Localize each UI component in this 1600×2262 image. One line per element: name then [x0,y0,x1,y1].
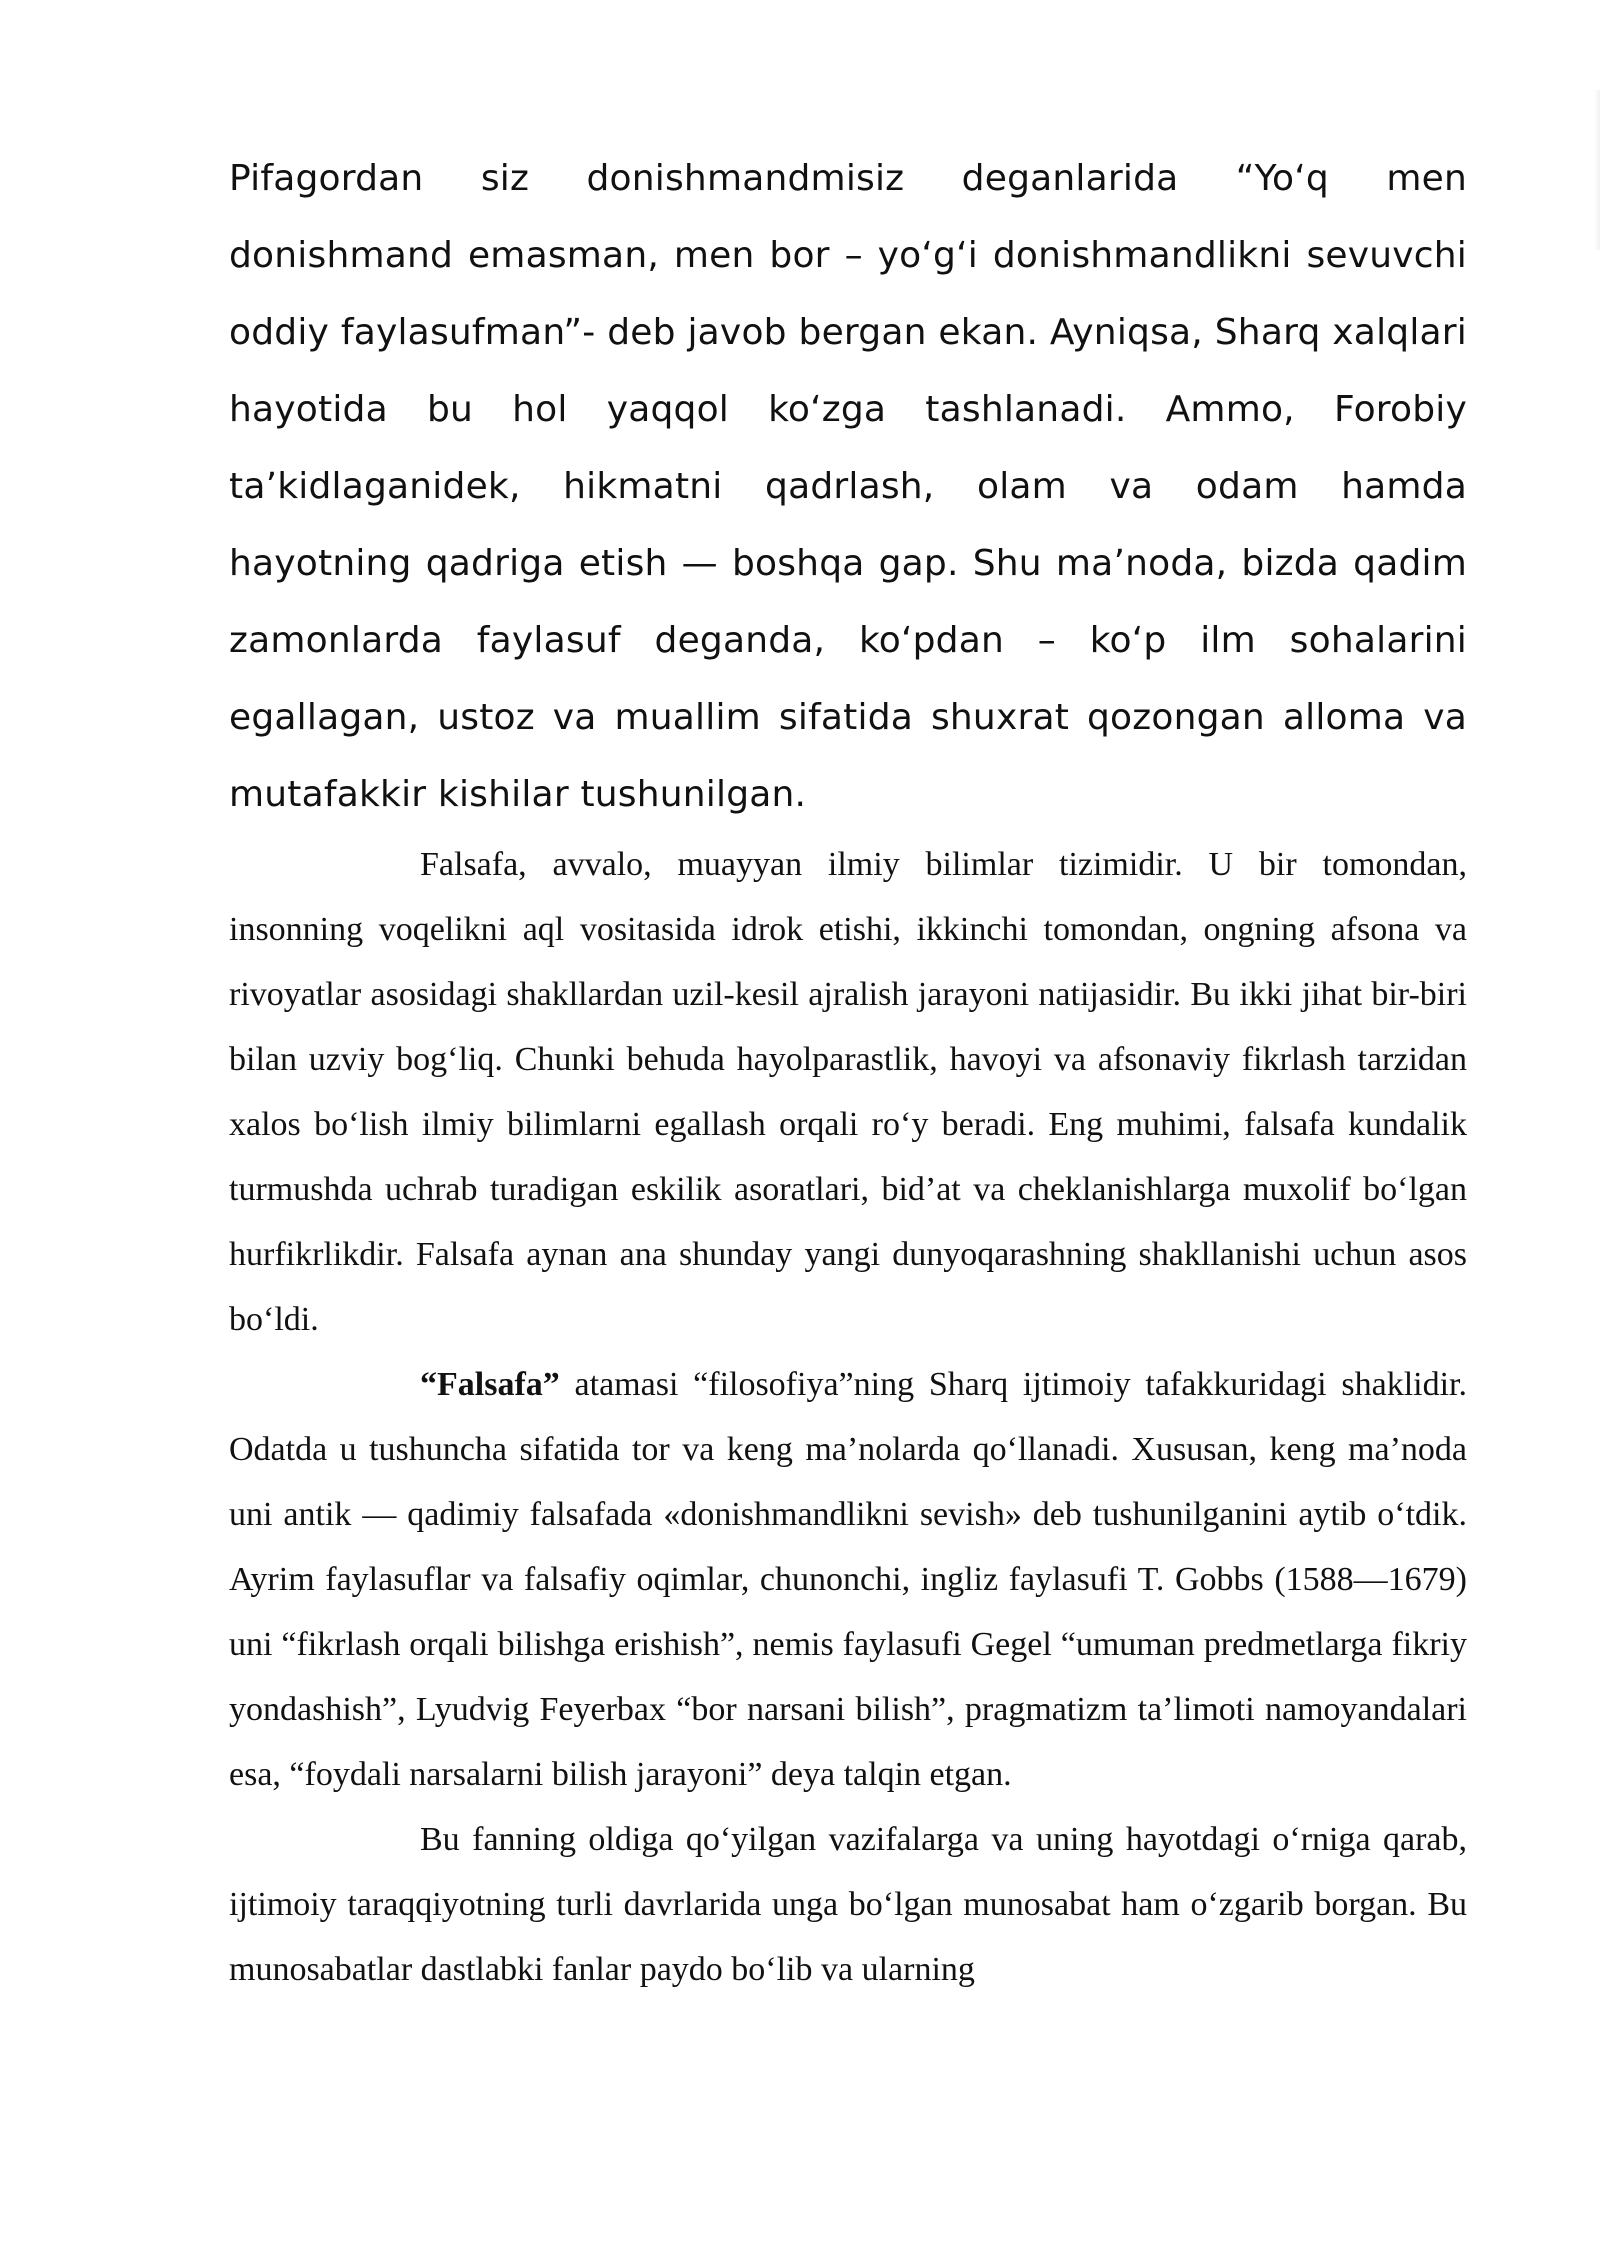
paragraph-attitude-change: Bu fanning oldiga qo‘yilgan vazifalarga va uning hayotdagi o‘rniga qarab, ijtimoiy taraqqiyotning turli davrlarida unga bo‘lgan munosabat ham o‘zgarib borgan. Bu munosabatlar dastlabki fanlar paydo bo‘lib va ularning [229,1821,1467,1988]
intro-paragraph: Pifagordan siz donishmandmisiz deganlarida “Yo‘q men donishmand emasman, men bor – yo‘g‘i donishmandlikni sevuvchi oddiy faylasufman”- deb javob bergan ekan. Ayniqsa, Sharq xalqlari hayotida bu hol yaqqol ko‘zga tashlanadi. Ammo, Forobiy ta’kidlaganidek, hikmatni qadrlash, olam va odam hamda hayotning qadriga etish — boshqa gap. Shu ma’noda, bizda qadim zamonlarda faylasuf deganda, ko‘pdan – ko‘p ilm sohalarini egallagan, ustoz va muallim sifatida shuxrat qozongan alloma va mutafakkir kishilar tushunilgan. [229,158,1467,815]
falsafa-term-text: atamasi “filosofiya”ning Sharq ijtimoiy tafakkuridagi shaklidir. Odatda u tushuncha sifatida tor va keng ma’nolarda qo‘llanadi. Xususan, keng ma’noda uni antik — qadimiy falsafada «donishmandlikni sevish» deb tushunilganini aytib o‘tdik. Ayrim faylasuflar va falsafiy oqimlar, chunonchi, ingliz faylasufi T. Gobbs (1588—1679) uni “fikrlash orqali bilishga erishish”, nemis faylasufi Gegel “umuman predmetlarga fikriy yondashish”, Lyudvig Feyerbax “bor narsani bilish”, pragmatizm ta’limoti namoyandalari esa, “foydali narsalarni bilish jarayoni” deya talqin etgan. [229,1366,1467,1793]
body-section [229,832,1467,2002]
falsafa-term: “Falsafa” [420,1366,560,1403]
paragraph-falsafa-definition: Falsafa, avvalo, muayyan ilmiy bilimlar tizimidir. U bir tomondan, insonning voqelikni aql vositasida idrok etishi, ikkinchi tomondan, ongning afsona va rivoyatlar asosidagi shakllardan uzil-kesil ajralish jarayoni natijasidir. Bu ikki jihat bir-biri bilan uzviy bog‘liq. Chunki behuda hayolparastlik, havoyi va afsonaviy fikrlash tarzidan xalos bo‘lish ilmiy bilimlarni egallash orqali ro‘y beradi. Eng muhimi, falsafa kundalik turmushda uchrab turadigan eskilik asoratlari, bid’at va cheklanishlarga muxolif bo‘lgan hurfikrlikdir. Falsafa aynan ana shunday yangi dunyoqarashning shakllanishi uchun asos bo‘ldi. [229,846,1467,1338]
page-edge-shadow [1594,90,1600,250]
paragraph-falsafa-term [229,1352,1467,1807]
